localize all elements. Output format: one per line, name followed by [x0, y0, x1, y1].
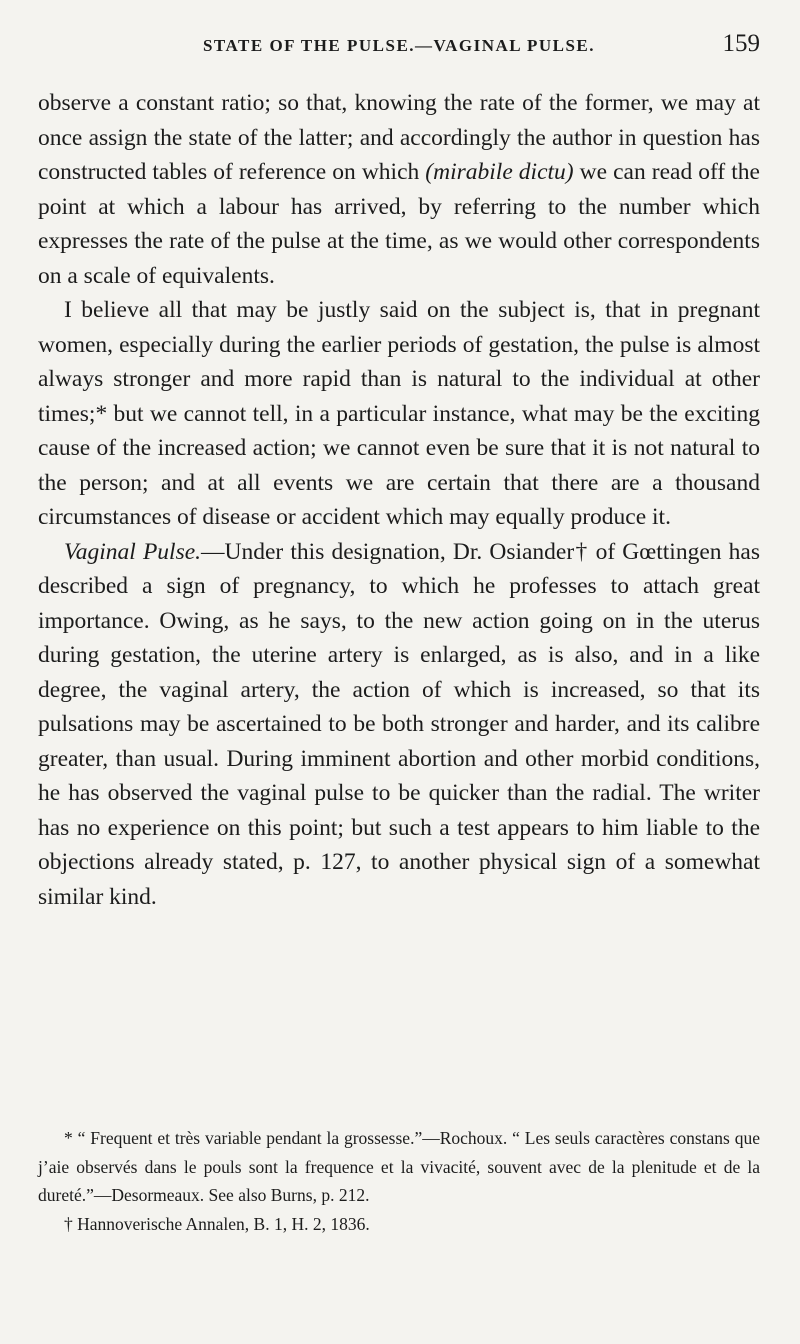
- footnote-dagger: † Hannoverische Annalen, B. 1, H. 2, 1836.: [64, 1213, 370, 1234]
- paragraph-text: I believe all that may be justly said on the subject is, that in pregnant women, especially during the earlier periods of gestation, the pulse is almost always stronger and more rapid than is natural to the individual at other times;* but we cannot tell, in a particular instance, what may be the exciting cause of the increased action; we cannot even be sure that it is not natural to the person; and at all events we are certain that there are a thousand circumstances of disease or accident which may equally produce it.: [38, 297, 760, 530]
- running-head: STATE OF THE PULSE.—VAGINAL PULSE.: [202, 36, 596, 55]
- paragraph-text: observe a constant ratio; so that, knowing the rate of the former, we may at once assign the state of the latter; and accordingly the author in question has constructed tables of reference on which: [38, 90, 760, 185]
- body-text: [38, 86, 760, 914]
- paragraph-text-after: —Under this designation, Dr. Osiander† of Gœttingen has described a sign of pregnancy, to which he professes to attach great importance. Owing, as he says, to the new action going on in the uterus during gestation, the uterine artery is enlarged, as is also, and in a like degree, the vaginal artery, the action of which is increased, so that its pulsations may be ascertained to be both stronger and harder, and its calibre greater, than usual. During imminent abortion and other morbid conditions, he has observed the vaginal pulse to be quicker than the radial. The writer has no experience on this point; but such a test appears to him liable to the objections already stated, p. 127, to another physical sign of a somewhat similar kind.: [38, 538, 760, 910]
- page-number: 159: [722, 30, 760, 57]
- page-header: [38, 30, 760, 64]
- italic-phrase: (mirabile dictu): [425, 159, 574, 185]
- footnotes: [38, 1124, 760, 1238]
- paragraph-text-after: we can read off the point at which a labour has arrived, by referring to the number which expresses the rate of the pulse at the time, as we would other correspondents on a scale of equivalents.: [38, 159, 760, 289]
- paragraph-pulse-opinion: [38, 293, 760, 535]
- footnote-asterisk: * “ Frequent et très variable pendant la grossesse.”—Rochoux. “ Les seuls caractères constans que j’aie observés dans le pouls sont la frequence et la vivacité, souvent avec de la plenitude et de la dureté.”—Desormeaux. See also Burns, p. 212.: [38, 1128, 760, 1205]
- paragraph-continuation: [38, 86, 760, 293]
- section-heading-italic: Vaginal Pulse.: [64, 538, 202, 565]
- paragraph-vaginal-pulse: [38, 535, 760, 915]
